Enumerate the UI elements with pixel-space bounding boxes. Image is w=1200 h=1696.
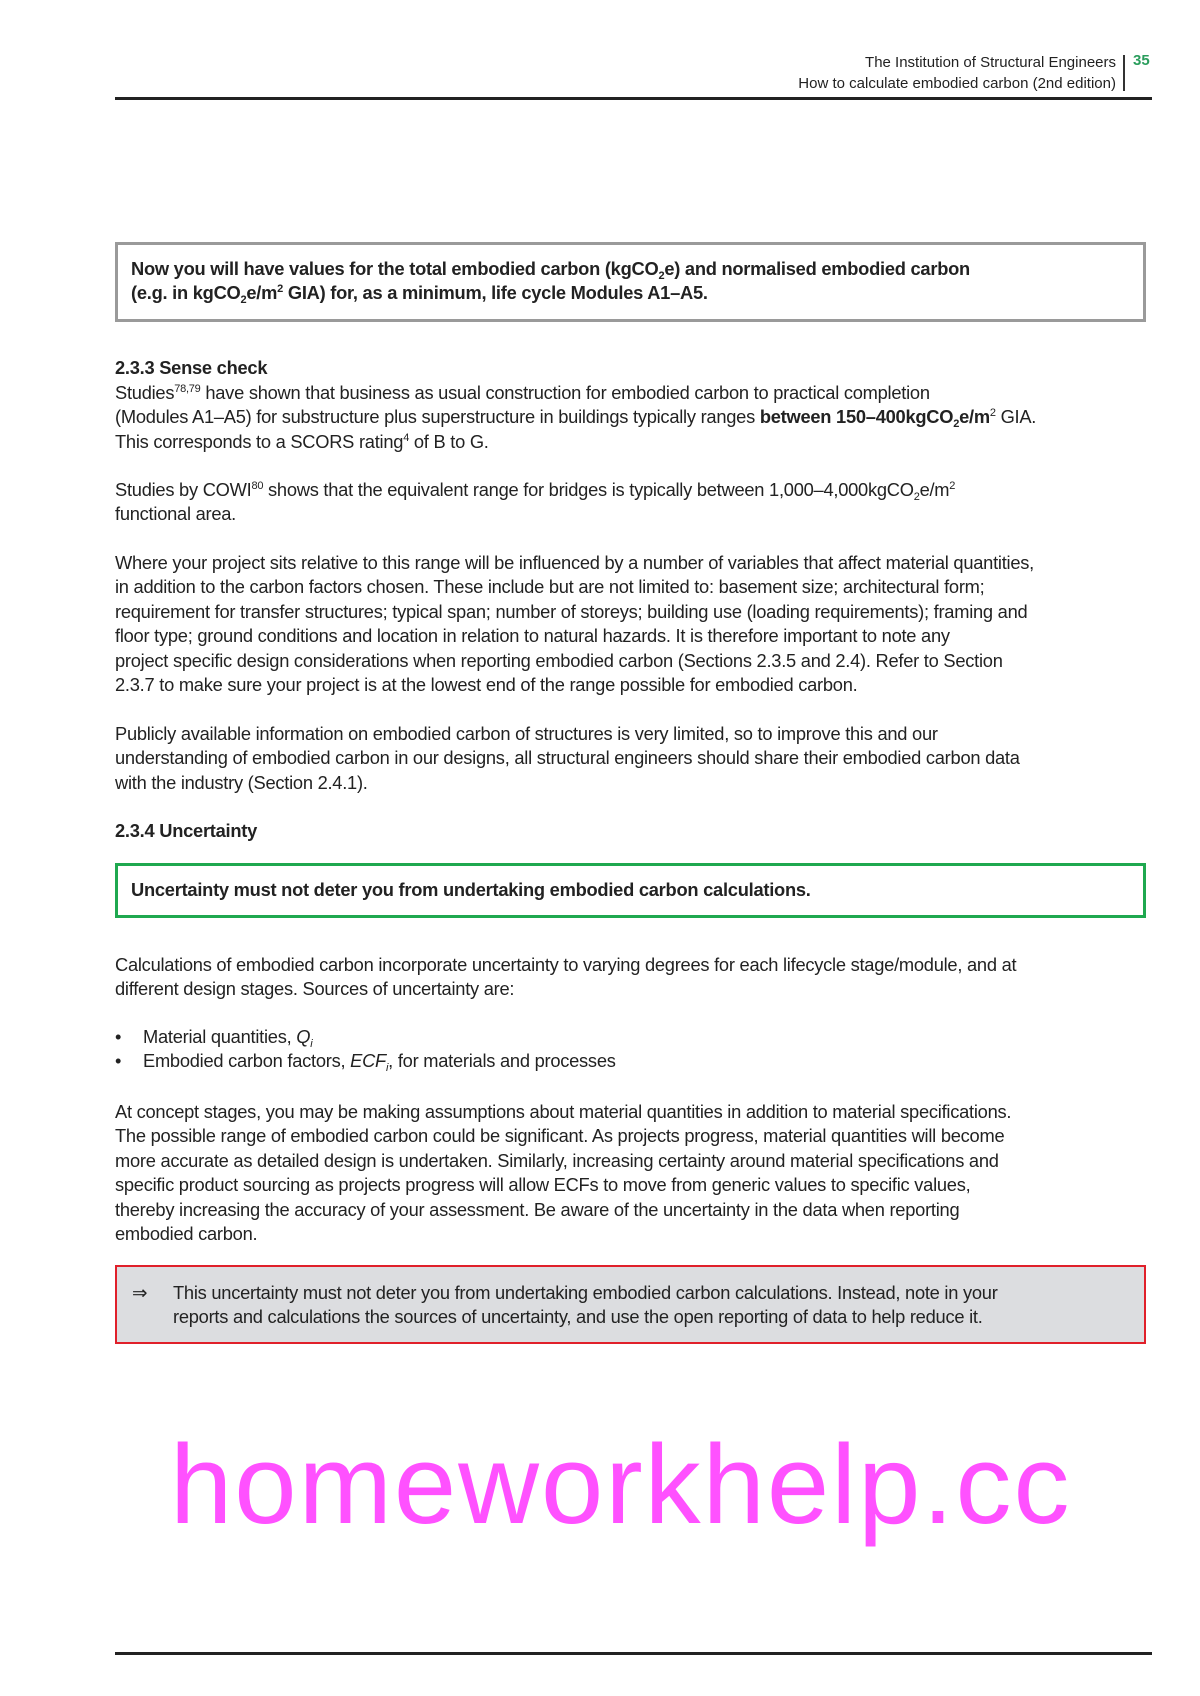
bullet-icon: • (115, 1050, 122, 1072)
uncertainty-callout (115, 863, 1146, 918)
note-callout (115, 1265, 1146, 1344)
sense-check-paragraph-4: Publicly available information on embodied carbon of structures is very limited, so to improve this and our understanding of embodied carbon in our designs, all structural engineers should share their embodied carbon data with the industry (Section 2.4.1). (115, 723, 1020, 793)
arrow-icon: ⇒ (132, 1282, 148, 1303)
watermark: homeworkhelp.cc (170, 1422, 1072, 1547)
uncertainty-paragraph-1: Calculations of embodied carbon incorporate uncertainty to varying degrees for each lifecycle stage/module, and at different design stages. Sources of uncertainty are: (115, 954, 1017, 1000)
bullet-icon: • (115, 1026, 122, 1047)
uncertainty-bullet-list (115, 1025, 915, 1074)
footer-rule (115, 1652, 1152, 1655)
list-item: • Embodied carbon factors, $ECF_i$, for materials and processes (115, 1050, 616, 1075)
sense-check-paragraph-3: Where your project sits relative to this range will be influenced by a number of variables that affect material quantities, in addition to the carbon factors chosen. These include but are not limited to: basement size; architectural form; requirement for transfer structures; typical span; number of storeys; building use (loading requirements); framing and floor type; ground conditions and location in relation to natural hazards. It is therefore important to note any project specific design considerations when reporting embodied carbon (Sections 2.3.5 and 2.4). Refer to Section 2.3.7 to make sure your project is at the lowest end of the range possible for embodied carbon. (115, 552, 1035, 695)
uncertainty-callout-text: Uncertainty must not deter you from undertaking embodied carbon calculations. (131, 879, 811, 900)
sense-check-paragraph-1: Studies$^{78,79}$ have shown that business as usual construction for embodied carbon to practical completion (Modules A1–A5) for substructure plus superstructure in buildings typically ranges between $150-400kgCO_2e/m^2$ GIA. This corresponds to a SCORS rating$^4$ of B to G. (115, 382, 1037, 452)
uncertainty-paragraph-2: At concept stages, you may be making assumptions about material quantities in addition to material specifications. The possible range of embodied carbon could be significant. As projects progress, material quantities will become more accurate as detailed design is undertaken. Similarly, increasing certainty around material specifications and specific product sourcing as projects progress will allow ECFs to move from generic values to specific values, thereby increasing the accuracy of your assessment. Be aware of the uncertainty in the data when reporting embodied carbon. (115, 1101, 1012, 1244)
header-org: The Institution of Structural Engineers (865, 54, 1116, 71)
note-text: This uncertainty must not deter you from undertaking embodied carbon calculations. Instead, note in your reports and calculations the sources of uncertainty, and use the open reporting of data to help reduce it. (173, 1282, 998, 1328)
section-heading-sense-check: 2.3.3 Sense check (115, 357, 268, 378)
summary-callout (115, 242, 1146, 322)
list-item: • Material quantities, $Q_i$ (115, 1026, 313, 1050)
section-heading-uncertainty: 2.3.4 Uncertainty (115, 820, 258, 841)
summary-text: Now you will have values for the total embodied carbon (kgCO$_2$e) and normalised embodied carbon (e.g. in $kgCO_2e/m^2$ GIA) for, as a minimum, life cycle Modules A1–A5. (131, 258, 970, 307)
header-separator (1123, 55, 1125, 91)
sense-check-paragraph-2: Studies by COWI$^{80}$ shows that the equivalent range for bridges is typically between $1,000-4,000kgCO_2e/m^2$ functional area. (115, 479, 956, 525)
header-rule (115, 97, 1152, 100)
header-title: How to calculate embodied carbon (2nd edition) (798, 75, 1116, 92)
page-number: 35 (1133, 52, 1150, 69)
running-header (798, 52, 1116, 94)
